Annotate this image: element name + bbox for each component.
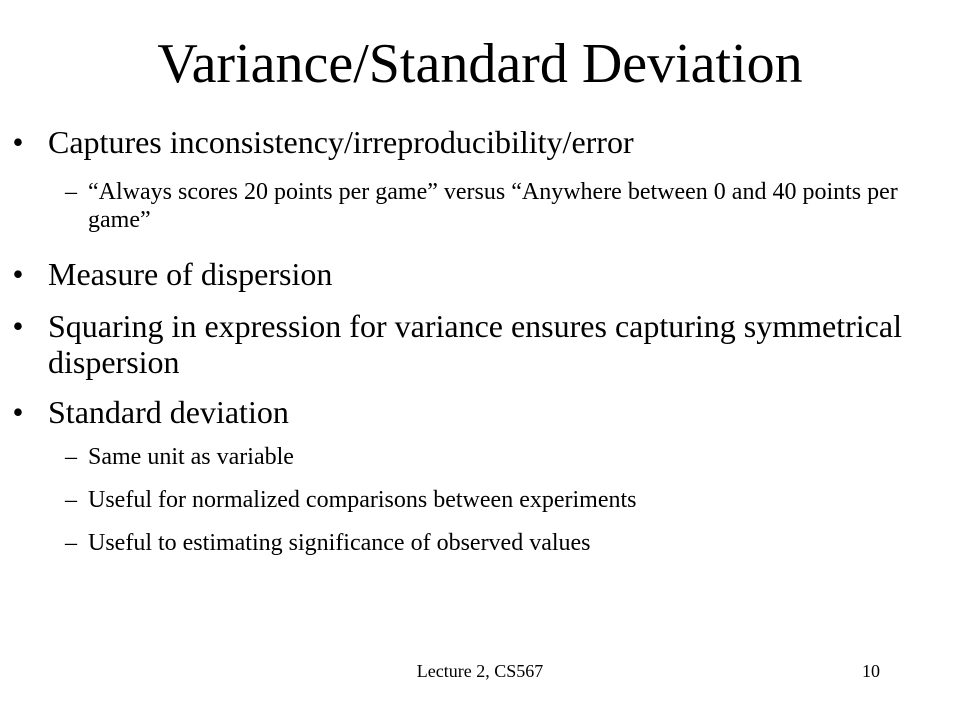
sub-bullet-text: Same unit as variable — [88, 444, 294, 470]
bullet-text: Squaring in expression for variance ensures capturing symmetrical dispersion — [48, 308, 902, 380]
bullet-mark: • — [12, 256, 24, 292]
bullet-text: Measure of dispersion — [48, 256, 333, 292]
dash-mark: – — [65, 487, 77, 513]
sub-bullet-text: Useful for normalized comparisons between experiments — [88, 487, 637, 513]
slide-title: Variance/Standard Deviation — [157, 33, 803, 95]
dash-mark: – — [65, 179, 77, 205]
bullet-mark: • — [12, 124, 24, 160]
bullet-text: Standard deviation — [48, 394, 289, 430]
dash-mark: – — [65, 444, 77, 470]
bullet-mark: • — [12, 394, 24, 430]
sub-bullet-text: “Always scores 20 points per game” versus “Anywhere between 0 and 40 points per game” — [88, 179, 898, 233]
bullet-mark: • — [12, 308, 24, 344]
page-number: 10 — [862, 661, 880, 681]
sub-bullet-text: Useful to estimating significance of observed values — [88, 530, 591, 556]
dash-mark: – — [65, 530, 77, 556]
bullet-text: Captures inconsistency/irreproducibility/error — [48, 124, 634, 160]
footer-label: Lecture 2, CS567 — [416, 661, 544, 681]
